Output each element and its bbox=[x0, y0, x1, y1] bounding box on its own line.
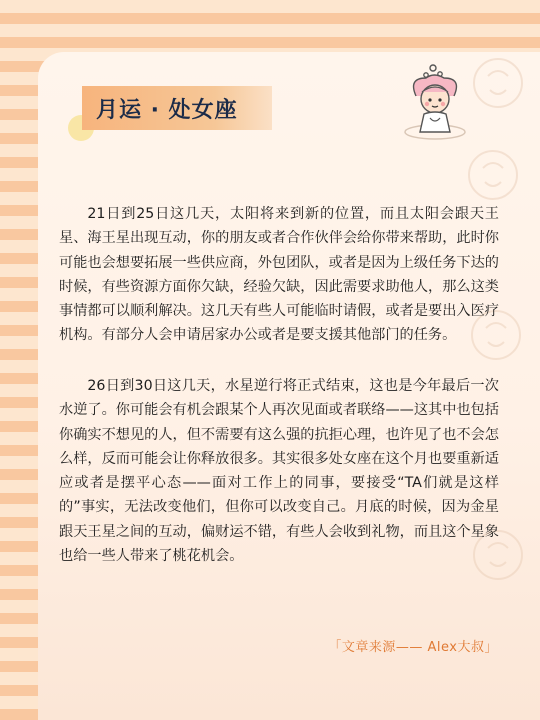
article-paragraph-2: 26日到30日这几天，水星逆行将正式结束，这也是今年最后一次水逆了。你可能会有机会跟某个人再次见面或者联络——这其中也包括你确实不想见的人，但不需要有这么强的抗拒心理，也许见了也不会怎么样，反而可能会让你释放很多。其实很多处女座在这个月也要重新适应或者是摆平心态——面对工作上的同事，要接受“TA们就是这样的”事实，无法改变他们，但你可以改变自己。月底的时候，因为金星跟天王星之间的互动，偏财运不错，有些人会收到礼物，而且这个星象也给一些人带来了桃花机会。 bbox=[59, 378, 499, 565]
title-banner bbox=[82, 86, 272, 130]
watermark-icon bbox=[470, 48, 526, 118]
watermark-icon bbox=[465, 140, 521, 210]
virgo-girl-mascot-icon bbox=[402, 62, 468, 146]
page-title: 月运 · 处女座 bbox=[96, 98, 238, 123]
article-paragraph-1: 21日到25日这几天，太阳将来到新的位置，而且太阳会跟天王星、海王星出现互动，你的朋友或者合作伙伴会给你带来帮助，此时你可能也会想要拓展一些供应商，外包团队，或者是因为上级任务下达的时候，有些资源方面你欠缺，经验欠缺，因此需要求助他人，那么这类事情都可以顺利解决。这几天有些人可能临时请假，或者是要出入医疗机构。有部分人会申请居家办公或者是要支援其他部门的任务。 bbox=[59, 206, 499, 344]
article-source: 「文章来源—— Alex大叔」 bbox=[328, 640, 498, 655]
